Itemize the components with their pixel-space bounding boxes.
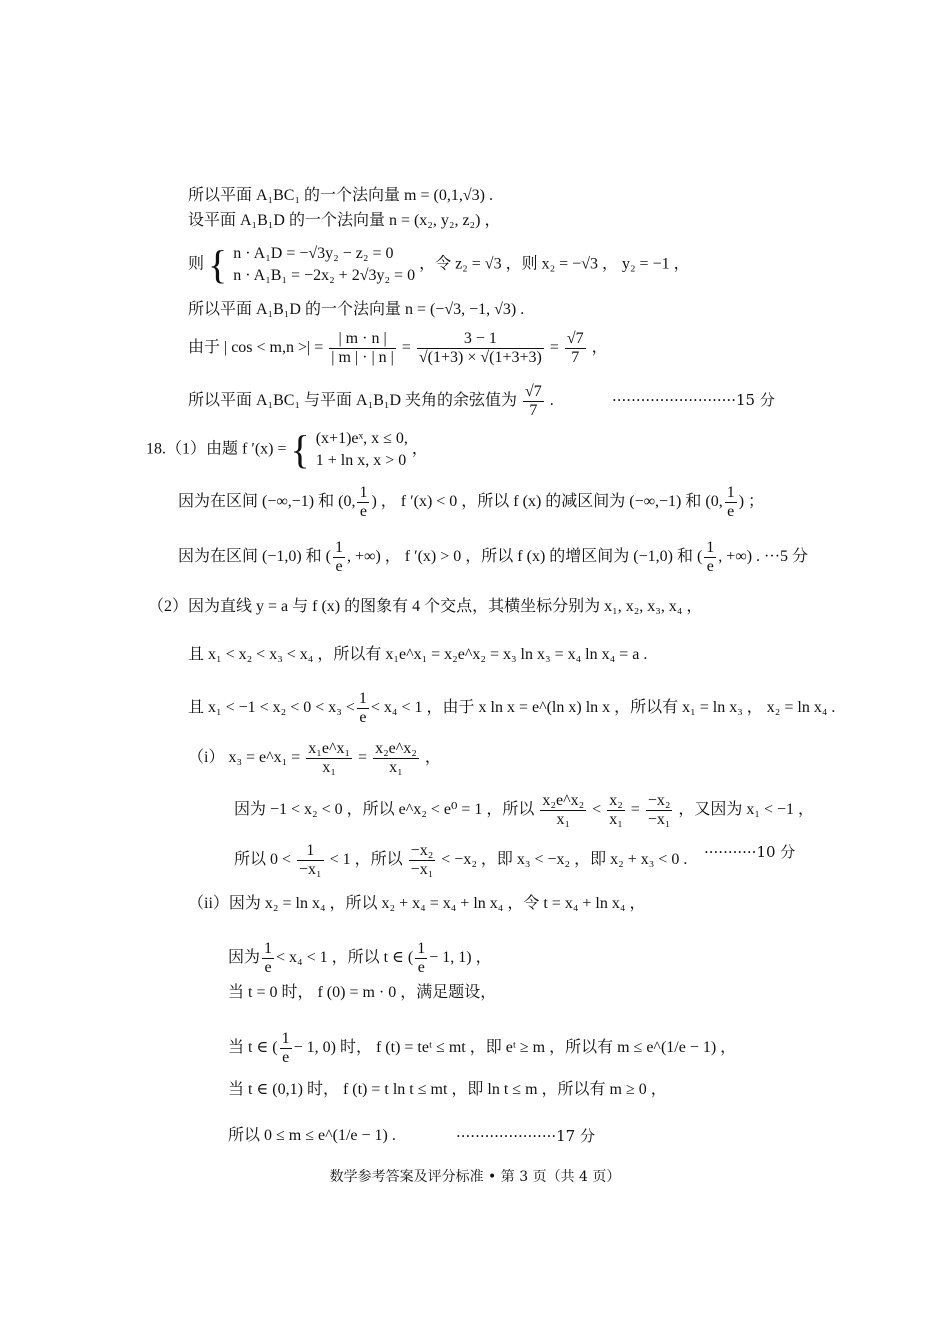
left-brace-icon: { — [208, 242, 228, 287]
fraction-angle — [523, 383, 544, 420]
equals: = — [358, 749, 368, 767]
fraction-1-over-e — [704, 539, 716, 576]
frac-den: e — [706, 558, 714, 575]
frac-den: e — [335, 558, 343, 575]
q18-prefix: 18.（1）由题 f ′(x) = — [146, 440, 287, 458]
fraction-cos-result — [565, 330, 586, 367]
fraction-1-over-e — [415, 940, 427, 977]
line-q18-derivative — [146, 428, 428, 472]
frac-den: −x₁ — [647, 811, 671, 828]
line-ii-t-positive: 当 t ∈ (0,1) 时， f (t) = t ln t ≤ mt ，即 ln t ≤ m ，所以有 m ≥ 0 ， — [228, 1081, 667, 1098]
fraction — [540, 792, 586, 829]
text: 因为 — [228, 949, 261, 967]
frac-num: 1 — [706, 539, 715, 556]
text: − 1, 0) 时， f (t) = teᵗ ≤ mt ，即 eᵗ ≥ m ，所以有 m ≤ e^(1/e − 1) ， — [293, 1039, 737, 1057]
text: ) ； — [738, 493, 765, 511]
cos-prefix: 由于 | cos < m,n >| = — [188, 339, 324, 357]
fraction-1-over-e — [280, 1030, 292, 1067]
text: < 1 ，所以 — [329, 851, 403, 869]
line-decreasing — [178, 484, 764, 521]
fraction-1-over-e — [357, 690, 369, 727]
fraction — [646, 792, 673, 829]
fraction-cos-def — [329, 330, 396, 367]
text: 因为在区间 (−1,0) 和 ( — [178, 548, 332, 566]
line-ii-t-zero: 当 t = 0 时， f (0) = m · 0 ，满足题设， — [228, 984, 497, 1001]
case-1: (x+1)eˣ, x ≤ 0, — [315, 430, 408, 447]
text: < x₄ < 1 ，由于 x ln x = e^(ln x) ln x ，所以有 x₁ = ln x₃ ， x₂ = ln x₄ . — [370, 699, 836, 717]
score-15: ··························15 分 — [612, 391, 775, 409]
system-prefix: 则 — [188, 255, 205, 273]
frac-num: 1 — [726, 484, 735, 501]
fraction — [607, 792, 625, 829]
less-than: < — [592, 801, 602, 819]
line-normal-vector-n: 所以平面 A₁B₁D 的一个法向量 n = (−√3, −1, √3) . — [188, 301, 525, 318]
frac-den: e — [359, 503, 367, 520]
frac-den: e — [417, 959, 425, 976]
system-cases — [233, 243, 415, 287]
line-set-normal-n: 设平面 A₁B₁D 的一个法向量 n = (x₂, y₂, z₂) ， — [188, 212, 501, 229]
frac-num: x₁e^x₁ — [308, 740, 351, 757]
fraction-1-over-e — [725, 484, 737, 521]
frac-den: x₁ — [609, 811, 623, 828]
line-part2-intro: （2）因为直线 y = a 与 f (x) 的图象有 4 个交点，其横坐标分别为 x₁, x₂, x₃, x₄ ， — [148, 598, 703, 615]
text: 因为在区间 (−∞,−1) 和 (0, — [178, 493, 356, 511]
fraction-1-over-e — [357, 484, 369, 521]
line-ii-t-negative — [228, 1030, 736, 1067]
frac-num: 1 — [264, 940, 273, 957]
comma: ， — [424, 749, 441, 767]
text: ) ， f ′(x) < 0 ，所以 f (x) 的减区间为 (−∞,−1) 和 (0, — [371, 493, 723, 511]
line-part2-bounds — [188, 690, 835, 727]
text: , +∞) ， f ′(x) > 0 ，所以 f (x) 的增区间为 (−1,0) 和 ( — [347, 548, 703, 566]
frac-num: 1 — [358, 690, 367, 707]
frac-den: √(1+3) × √(1+3+3) — [418, 349, 542, 366]
frac-den: −x₁ — [299, 861, 322, 878]
line-increasing — [178, 539, 808, 576]
frac-den: 7 — [571, 349, 580, 366]
fraction — [409, 842, 436, 879]
frac-den: x₁ — [556, 811, 571, 828]
frac-den: | m | · | n | — [331, 349, 394, 366]
frac-num: √7 — [566, 330, 584, 347]
equals: = — [630, 801, 640, 819]
equals: = — [401, 339, 411, 357]
text: < −x₂ ，即 x₃ < −x₂ ，即 x₂ + x₃ < 0 . — [441, 851, 688, 869]
frac-num: 1 — [297, 842, 324, 861]
frac-den: x₁ — [322, 759, 336, 776]
frac-den: e — [282, 1049, 290, 1066]
frac-num: 1 — [417, 940, 426, 957]
text: < x₄ < 1 ，所以 t ∈ ( — [276, 949, 414, 967]
frac-den: e — [359, 709, 367, 726]
line-i-x3 — [188, 740, 441, 777]
equals: = — [549, 339, 559, 357]
line-i-because — [234, 792, 814, 829]
frac-num: | m · n | — [329, 330, 396, 349]
page-footer: 数学参考答案及评分标准 • 第 3 页（共 4 页） — [329, 1169, 621, 1185]
frac-num: −x₂ — [647, 792, 671, 809]
case-2: 1 + ln x, x > 0 — [315, 452, 407, 469]
frac-den: −x₁ — [410, 861, 434, 878]
frac-den: e — [264, 959, 272, 976]
line-cosine — [188, 330, 608, 367]
system-eq-2: n · A₁B₁ = −2x₂ + 2√3y₂ = 0 — [233, 267, 416, 284]
frac-num: 3 − 1 — [417, 330, 544, 349]
text: 所以 0 < — [234, 851, 292, 869]
line-ii-range — [228, 940, 492, 977]
frac-den: e — [727, 503, 735, 520]
frac-num: 1 — [281, 1030, 290, 1047]
fraction — [306, 740, 352, 777]
fraction — [373, 740, 419, 777]
fraction-1-over-e — [262, 940, 274, 977]
text: − 1, 1) ， — [429, 949, 492, 967]
line-angle-cosine — [188, 383, 554, 420]
line-i-conclusion — [234, 842, 687, 879]
period: . — [549, 392, 554, 410]
frac-den: x₁ — [389, 759, 403, 776]
text: （i） x₃ = e^x₁ = — [188, 749, 301, 767]
score-10: ···········10 分 — [704, 843, 796, 861]
system-suffix: ，令 z₂ = √3 ，则 x₂ = −√3 ， y₂ = −1 ， — [419, 255, 690, 273]
angle-prefix: 所以平面 A₁BC₁ 与平面 A₁B₁D 夹角的余弦值为 — [188, 392, 517, 410]
line-part2-order: 且 x₁ < x₂ < x₃ < x₄ ，所以有 x₁e^x₁ = x₂e^x₂ = x₃ ln x₃ = x₄ ln x₄ = a . — [188, 646, 648, 663]
text: ，又因为 x₁ < −1 ， — [678, 801, 815, 819]
frac-num: x₂e^x₂ — [375, 740, 417, 757]
frac-num: x₂e^x₂ — [542, 792, 585, 809]
derivative-cases — [316, 428, 408, 472]
line-ii-intro: （ii）因为 x₂ = ln x₄ ，所以 x₂ + x₄ = x₄ + ln x₄ ，令 t = x₄ + ln x₄ ， — [188, 895, 646, 912]
line-normal-vector-m: 所以平面 A₁BC₁ 的一个法向量 m = (0,1,√3) . — [188, 187, 493, 204]
text: 当 t ∈ ( — [228, 1039, 278, 1057]
fraction-1-over-e — [333, 539, 345, 576]
left-brace-icon: { — [290, 427, 310, 472]
comma: ， — [591, 339, 608, 357]
frac-num: 1 — [335, 539, 344, 556]
text: 且 x₁ < −1 < x₂ < 0 < x₃ < — [188, 699, 355, 717]
frac-num: −x₂ — [410, 842, 434, 859]
text: 因为 −1 < x₂ < 0 ，所以 e^x₂ < e⁰ = 1 ，所以 — [234, 801, 535, 819]
system-eq-1: n · A₁D = −√3y₂ − z₂ = 0 — [233, 245, 394, 262]
fraction-cos-value — [417, 330, 544, 367]
line-system — [188, 243, 690, 287]
frac-num: 1 — [359, 484, 368, 501]
frac-den: 7 — [529, 402, 538, 419]
text: , +∞) . ···5 分 — [718, 548, 809, 566]
frac-num: √7 — [525, 383, 542, 400]
line-ii-conclusion: 所以 0 ≤ m ≤ e^(1/e − 1) . — [228, 1127, 396, 1144]
comma: ， — [411, 440, 428, 458]
fraction — [297, 842, 324, 879]
frac-num: x₂ — [609, 792, 623, 809]
score-17: ·····················17 分 — [456, 1127, 595, 1145]
